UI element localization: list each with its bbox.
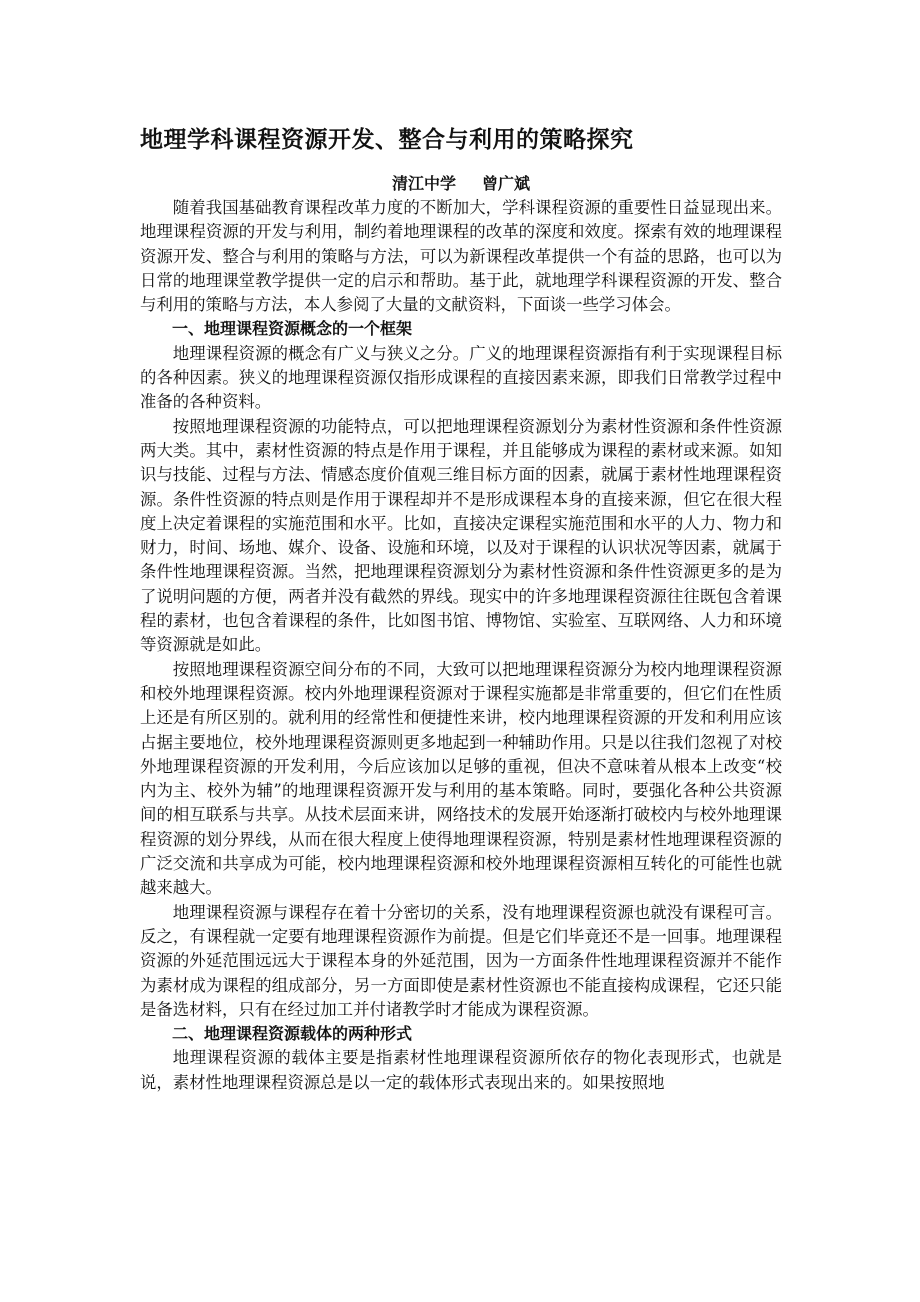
paragraph-spatial-types: 按照地理课程资源空间分布的不同，大致可以把地理课程资源分为校内地理课程资源和校外地理课程资源。校内外地理课程资源对于课程实施都是非常重要的，但它们在性质上还是有所区别的。就利用的经常性和便捷性来讲，校内地理课程资源的开发和利用应该占据主要地位，校外地理课程资源则更多地起到一种辅助作用。只是以往我们忽视了对校外地理课程资源的开发利用，今后应该加以足够的重视，但决不意味着从根本上改变“校内为主、校外为辅”的地理课程资源开发与利用的基本策略。同时，要强化各种公共资源间的相互联系与共享。从技术层面来讲，网络技术的发展开始逐渐打破校内与校外地理课程资源的划分界线，从而在很大程度上使得地理课程资源，特别是素材性地理课程资源的广泛交流和共享成为可能，校内地理课程资源和校外地理课程资源相互转化的可能性也就越来越大。 <box>140 659 782 898</box>
paragraph-carrier: 地理课程资源的载体主要是指素材性地理课程资源所依存的物化表现形式，也就是说，素材性地理课程资源总是以一定的载体形式表现出来的。如果按照地 <box>140 1048 782 1092</box>
document-title: 地理学科课程资源开发、整合与利用的策略探究 <box>140 127 634 153</box>
document-page <box>140 122 782 1095</box>
paragraph-relation: 地理课程资源与课程存在着十分密切的关系，没有地理课程资源也就没有课程可言。反之，有课程就一定要有地理课程资源作为前提。但是它们毕竟还不是一回事。地理课程资源的外延范围远远大于课程本身的外延范围，因为一方面条件性地理课程资源并不能作为素材成为课程的组成部分，另一方面即使是素材性资源也不能直接构成课程，它还只能是备选材料，只有在经过加工并付诸教学时才能成为课程资源。 <box>140 902 782 1019</box>
author-name: 曾广斌 <box>482 174 531 193</box>
author-school: 清江中学 <box>391 174 456 193</box>
paragraph-definition: 地理课程资源的概念有广义与狭义之分。广义的地理课程资源指有利于实现课程目标的各种因素。狭义的地理课程资源仅指形成课程的直接因素来源，即我们日常教学过程中准备的各种资料。 <box>140 343 782 412</box>
section-heading-2: 二、地理课程资源载体的两种形式 <box>172 1024 413 1044</box>
paragraph-intro: 随着我国基础教育课程改革力度的不断加大，学科课程资源的重要性日益显现出来。地理课程资源的开发与利用，制约着地理课程的改革的深度和效度。探索有效的地理课程资源开发、整合与利用的策略与方法，可以为新课程改革提供一个有益的思路，也可以为日常的地理课堂教学提供一定的启示和帮助。基于此，就地理学科课程资源的开发、整合与利用的策略与方法，本人参阅了大量的文献资料，下面谈一些学习体会。 <box>140 198 782 315</box>
paragraph-function-types: 按照地理课程资源的功能特点，可以把地理课程资源划分为素材性资源和条件性资源两大类。其中，素材性资源的特点是作用于课程，并且能够成为课程的素材或来源。如知识与技能、过程与方法、情感态度价值观三维目标方面的因素，就属于素材性地理课程资源。条件性资源的特点则是作用于课程却并不是形成课程本身的直接来源，但它在很大程度上决定着课程的实施范围和水平。比如，直接决定课程实施范围和水平的人力、物力和财力，时间、场地、媒介、设备、设施和环境，以及对于课程的认识状况等因素，就属于条件性地理课程资源。当然，把地理课程资源划分为素材性资源和条件性资源更多的是为了说明问题的方便，两者并没有截然的界线。现实中的许多地理课程资源往往既包含着课程的素材，也包含着课程的条件，比如图书馆、博物馆、实验室、互联网络、人力和环境等资源就是如此。 <box>140 416 782 655</box>
section-heading-1: 一、地理课程资源概念的一个框架 <box>172 319 413 339</box>
author-line <box>140 172 782 196</box>
